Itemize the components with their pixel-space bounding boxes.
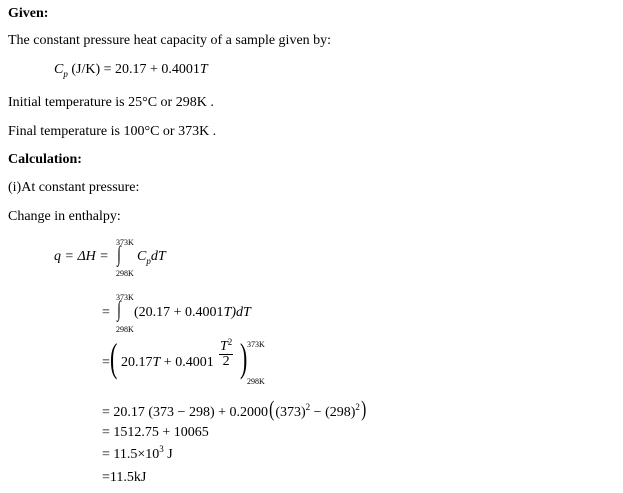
- eq2-integrand-tail: )dT: [231, 305, 251, 320]
- calculation-heading: Calculation:: [8, 152, 82, 167]
- eq6-text: = 11.5×10: [102, 447, 160, 462]
- eq3-right-paren: ): [239, 335, 248, 380]
- eq2-lower-limit: 298K: [116, 325, 134, 334]
- eq4-exp-b: 2: [355, 402, 360, 412]
- eq4-paren-a: (373): [275, 405, 306, 420]
- eq3-upper-limit: 373K: [247, 340, 265, 349]
- eq4-text-a: = 20.17 (373 − 298) + 0.2000: [102, 405, 269, 420]
- eq4: [102, 398, 367, 421]
- part-i-label: (i)At constant pressure:: [8, 180, 140, 195]
- eq1-integrand-tail: dT: [150, 249, 166, 264]
- eq3-equals: =: [102, 355, 110, 370]
- eq1-upper-limit: 373K: [116, 238, 134, 247]
- eq6: [102, 444, 173, 463]
- eq2-integrand-var: T: [223, 305, 232, 320]
- eq3-term1-num: 20.17: [121, 355, 153, 370]
- eq3-frac-num: T: [220, 339, 228, 354]
- eq3-term1-var: T: [152, 355, 161, 370]
- eq1-integral-sign: ∫: [117, 241, 121, 266]
- change-enthalpy-label: Change in enthalpy:: [8, 209, 121, 224]
- cp-rhs: = 20.17 + 0.4001: [103, 62, 200, 77]
- eq1-integrand: [137, 249, 166, 265]
- eq3-fraction: [219, 337, 233, 369]
- eq5: = 1512.75 + 10065: [102, 425, 209, 440]
- intro-text: The constant pressure heat capacity of a sample given by:: [8, 33, 332, 48]
- eq4-exp-a: 2: [305, 402, 311, 412]
- eq3-lower-limit: 298K: [247, 377, 265, 386]
- eq4-outer-right-paren: ): [361, 396, 367, 421]
- cp-formula: [54, 62, 208, 78]
- eq4-outer-left-paren: (: [269, 396, 275, 421]
- eq2-upper-limit: 373K: [116, 293, 134, 302]
- eq1-lhs-text: q = ΔH =: [54, 249, 109, 264]
- eq1-lower-limit: 298K: [116, 269, 134, 278]
- eq3-frac-exp: 2: [227, 337, 233, 347]
- eq2-integrand: [134, 305, 251, 321]
- cp-unit: (J/K): [71, 62, 101, 77]
- given-heading: Given:: [8, 6, 49, 21]
- cp-subscript: p: [63, 69, 68, 79]
- eq2-integrand-text: (20.17 + 0.4001: [134, 305, 224, 320]
- eq1-integrand-sub: p: [146, 256, 151, 266]
- final-temperature: Final temperature is 100°C or 373K .: [8, 124, 217, 139]
- eq4-minus: −: [310, 405, 326, 420]
- eq3-term1: [121, 355, 214, 371]
- cp-symbol: C: [54, 62, 64, 77]
- initial-temperature: Initial temperature is 25°C or 298K .: [8, 95, 214, 110]
- eq1-integrand-var: C: [137, 249, 147, 264]
- eq6-unit: J: [163, 447, 173, 462]
- cp-rhs-var: T: [199, 62, 208, 77]
- eq4-paren-b: (298): [325, 405, 356, 420]
- eq1-lhs: [54, 249, 109, 265]
- eq3-plus: + 0.4001: [160, 355, 214, 370]
- eq2-integral-sign: ∫: [117, 296, 121, 321]
- eq3-left-paren: (: [109, 335, 118, 380]
- eq7: =11.5kJ: [102, 470, 147, 485]
- eq6-exp: 3: [159, 444, 164, 454]
- eq3-frac-den: 2: [222, 354, 230, 369]
- eq2-equals: =: [102, 305, 110, 320]
